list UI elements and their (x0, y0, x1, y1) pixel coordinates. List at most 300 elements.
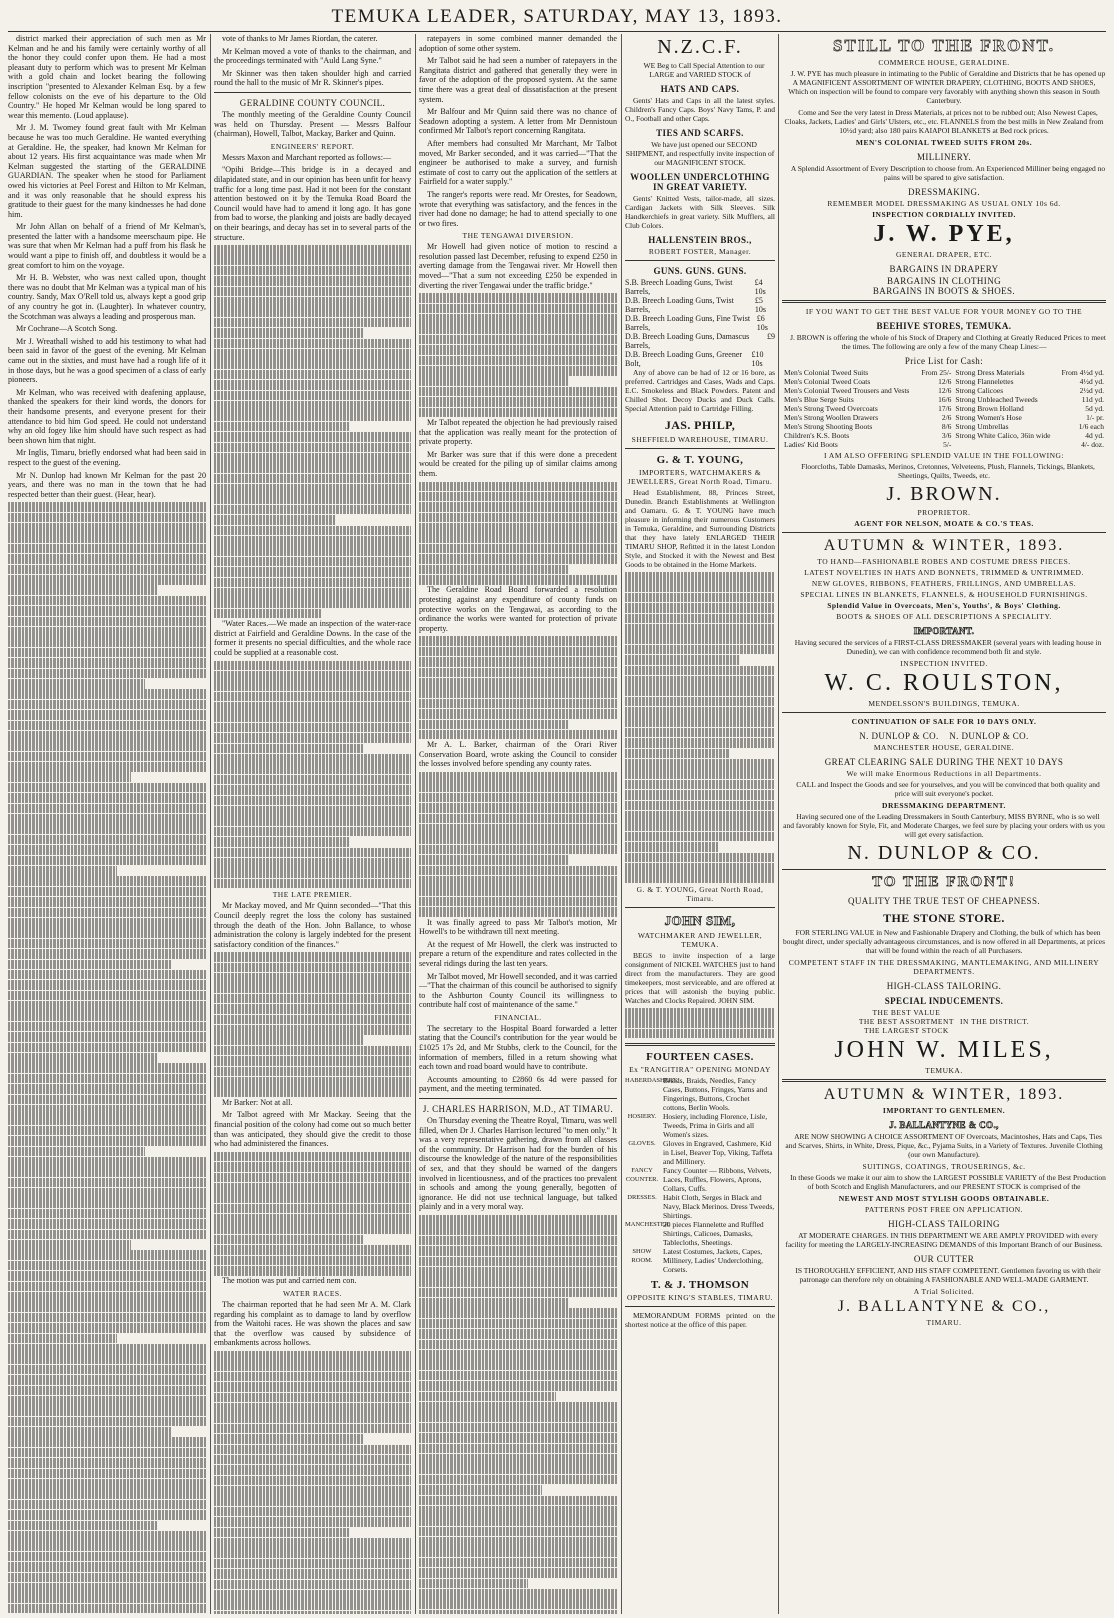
text-line (419, 845, 617, 855)
advert-line: BOOTS & SHOES OF ALL DESCRIPTIONS A SPECIALITY. (836, 612, 1052, 621)
price-value: 2/6 (941, 413, 952, 422)
column-2 (214, 34, 411, 1614)
advert-line: THE BEST VALUE (872, 1008, 941, 1017)
advert-heading: HIGH-CLASS TAILORING (888, 1219, 1000, 1229)
advert-subtitle: MENDELSSON'S BUILDINGS, TEMUKA. (868, 699, 1020, 708)
text-line (419, 293, 617, 303)
text-line (419, 782, 617, 792)
text-filler (214, 1152, 411, 1276)
advert-subtitle: IMPORTERS, WATCHMAKERS & JEWELLERS, Great North Road, Timaru. (627, 468, 773, 486)
text-line (8, 1219, 206, 1229)
text-line (419, 907, 617, 917)
text-line (625, 666, 775, 676)
text-line (8, 1406, 206, 1416)
price-value: 5d yd. (1085, 404, 1104, 413)
text-line (625, 790, 775, 800)
divider (625, 260, 775, 261)
text-line (419, 678, 617, 688)
text-line (214, 1517, 411, 1527)
advert-text: WE Beg to Call Special Attention to our LARGE and VARIED STOCK of (643, 61, 765, 79)
text-line (214, 1266, 411, 1276)
article-paragraph: "Water Races.—We made an inspection of the water-race district at Fairfield and Geraldine Downs. In the case of the former it presents no special difficulties, and the whole race could be supplied at a reasonable cost. (214, 619, 411, 657)
text-line (214, 557, 411, 567)
advert-line: TO HAND—FASHIONABLE ROBES AND COSTUME DRESS PIECES. (817, 557, 1071, 566)
fourteen-cases-section (625, 1039, 775, 1614)
text-line (8, 772, 131, 782)
text-line (214, 1204, 411, 1214)
text-line (8, 741, 206, 751)
text-line (419, 647, 617, 657)
price-item (953, 440, 1057, 449)
article-paragraph: Mr Kelman moved a vote of thanks to the chairman, and the proceedings terminated with "Auld Lang Syne." (214, 46, 411, 66)
text-line (214, 1393, 411, 1403)
text-line (8, 1084, 206, 1094)
text-line (214, 837, 350, 847)
text-line (8, 1095, 206, 1105)
text-line (214, 963, 411, 973)
text-line (8, 949, 206, 959)
text-line (419, 356, 617, 366)
text-line (8, 1011, 206, 1021)
text-line (8, 1022, 206, 1032)
text-line (8, 700, 206, 710)
price-value: 17/6 (938, 404, 952, 413)
text-line (214, 1486, 411, 1496)
advert-line: NEW GLOVES, RIBBONS, FEATHERS, FRILLINGS, AND UMBRELLAS. (811, 579, 1077, 588)
gun-price: £9 (767, 332, 775, 341)
text-line (214, 453, 411, 463)
divider (625, 448, 775, 449)
advert-brand: J. BALLANTYNE & CO., (889, 1120, 999, 1130)
text-line (8, 1074, 206, 1084)
text-line (8, 1167, 206, 1177)
department-item (625, 1193, 775, 1220)
text-line (8, 1261, 206, 1271)
article-paragraph: Mr Mackay moved, and Mr Quinn seconded—"That this Council deeply regret the loss the colony has sustained through the death of the Hon. John Ballance, to whose administration the colony is largely indebted for the present satisfactory condition of the finances." (214, 901, 411, 949)
price-value: 5/- (943, 440, 952, 449)
text-line (214, 1224, 411, 1234)
article-paragraph: The monthly meeting of the Geraldine County Council was held on Thursday. Present — Messrs Balfour (chairman), Howell, Talbot, Mackay, Barker and Quinn. (214, 109, 411, 139)
text-line (214, 339, 411, 349)
text-line (419, 897, 617, 907)
text-line (625, 603, 775, 613)
text-line (8, 1458, 206, 1468)
text-line (214, 401, 411, 411)
text-line (214, 1476, 411, 1486)
advert-heading: HIGH-CLASS TAILORING. (886, 981, 1002, 991)
text-line (214, 1004, 411, 1014)
text-line (214, 1455, 411, 1465)
text-line (419, 345, 617, 355)
text-line (214, 1600, 411, 1610)
divider (782, 532, 1106, 533)
text-line (214, 432, 411, 442)
advert-heading: DRESSMAKING DEPARTMENT. (882, 801, 1006, 810)
text-line (8, 1136, 206, 1146)
price-value: 4d yd. (1085, 431, 1104, 440)
text-line (625, 686, 775, 696)
text-line (419, 492, 617, 502)
department-list (625, 1076, 775, 1274)
advert-heading: GREAT CLEARING SALE DURING THE NEXT 10 DAYS (824, 757, 1064, 767)
text-line (8, 721, 206, 731)
text-line (8, 856, 206, 866)
advert-subtitle: TEMUKA. (925, 1066, 963, 1075)
text-line (8, 980, 206, 990)
text-line (8, 1354, 206, 1364)
article-paragraph: On Thursday evening the Theatre Royal, Timaru, was well filled, when Dr J. Charles Harrison lectured "to men only." It was a very representative gathering, drawn from all classes of the community. Dr Harrison had for the burden of his discourse the knowledge of the nature of the responsibilities of sex, and that they should be warned of the dangers involved in licentiousness, and of the practices too prevalent in schools and among the young generally, begotten of ignorance. He did not use technical language, but talked plainly and in a very moral way. (419, 1116, 617, 1212)
text-line (214, 380, 411, 390)
text-line (214, 443, 411, 453)
text-line (8, 1437, 206, 1447)
text-filler (214, 245, 411, 618)
advert-text: CALL and Inspect the Goods and see for yourselves, and you will be convinced that both quality and price will suit everyone's pocket. (796, 780, 1100, 798)
department-label: DRESSES. (627, 1194, 657, 1201)
text-line (8, 1032, 206, 1042)
text-line (214, 827, 411, 837)
text-line (214, 1580, 411, 1590)
price-item: Men's Colonial Tweed Suits (784, 368, 869, 377)
advert-line: THE LARGEST STOCK (863, 1026, 949, 1035)
text-line (625, 853, 775, 863)
gun-price: £4 10s (754, 278, 766, 296)
text-line (214, 1528, 350, 1538)
advert-text: IS THOROUGHLY EFFICIENT, AND HIS STAFF COMPETENT. Gentlemen favoring us with their patronage can therefore rely on obtaining A FASHIONABLE AND WELL-MADE GARMENT. (795, 1266, 1101, 1284)
advert-line: I AM ALSO OFFERING SPLENDID VALUE IN THE FOLLOWING: (823, 451, 1065, 460)
text-line (214, 671, 411, 681)
text-line (625, 634, 775, 644)
text-line (214, 1569, 411, 1579)
text-line (419, 482, 617, 492)
text-line (214, 526, 411, 536)
price-row (782, 413, 1106, 422)
text-line (214, 1235, 364, 1245)
advert-heading: SPECIAL INDUCEMENTS. (884, 996, 1004, 1006)
price-value: 1/6 each (1078, 422, 1104, 431)
article-paragraph: "Opihi Bridge—This bridge is in a decayed and dilapidated state, and in our opinion has been unfit for heavy traffic for a long time past. Had it not been for the constant attention bestowed on it by the Temuka Road Board the Council would have had to amend it long ago. It has gone from bad to worse, the planking and joists are badly decayed on their bearings, and decay has set in to several parts of the structure. (214, 165, 411, 242)
text-line (214, 297, 411, 307)
text-line (214, 1507, 411, 1517)
text-line (214, 567, 411, 577)
price-row (782, 386, 1106, 395)
text-line (8, 1282, 206, 1292)
text-line (214, 848, 411, 858)
advert-line: Splendid Value in Overcoats, Men's, Youths', & Boys' Clothing. (827, 601, 1061, 610)
advert-subtitle: TIMARU. (926, 1318, 962, 1327)
price-value: 12/6 (938, 386, 952, 395)
advert-brand: J. W. PYE, (873, 221, 1015, 247)
text-line (214, 692, 411, 702)
price-item: Ladies' Kid Boots (784, 440, 838, 449)
price-row (782, 422, 1106, 431)
text-line (214, 1015, 411, 1025)
text-line (214, 1590, 411, 1600)
advert-heading: GUNS. GUNS. GUNS. (653, 266, 747, 276)
text-line (419, 397, 617, 407)
text-line (8, 1157, 206, 1167)
advert-line: INSPECTION INVITED. (900, 659, 988, 668)
text-line (419, 513, 617, 523)
text-filler (419, 293, 617, 417)
text-line (214, 868, 411, 878)
text-line (214, 1465, 411, 1475)
article-paragraph: Mr John Allan on behalf of a friend of Mr Kelman's, presented the latter with a handsome meerschaum pipe. He was sure that when Mr Kelman had a puff from his flask he would want a pipe to finish off, and doubtless it would be a great comfort to him on the voyage. (8, 222, 206, 270)
text-line (625, 582, 775, 592)
text-line (8, 1115, 206, 1125)
advert-heading: BEEHIVE STORES, TEMUKA. (876, 321, 1012, 331)
article-paragraph: Mr Barker was sure that if this were done a precedent would be created for the piling up of similar claims among them. (419, 449, 617, 478)
text-filler (419, 482, 617, 585)
department-label: HABERDASHERY. (625, 1077, 679, 1084)
advert-title: STILL TO THE FRONT. (833, 36, 1055, 55)
advert-line: BARGAINS IN CLOTHING (887, 276, 1001, 286)
advert-line: IF YOU WANT TO GET THE BEST VALUE FOR YOUR MONEY GO TO THE (805, 307, 1083, 316)
sub-heading: ENGINEERS' REPORT. (270, 141, 355, 151)
text-line (8, 1063, 206, 1073)
text-line (8, 669, 206, 679)
text-filler (214, 952, 411, 1097)
text-line (625, 780, 775, 790)
text-line (214, 879, 411, 889)
advert-line: THE BEST ASSORTMENT (858, 1017, 954, 1026)
text-line (625, 655, 739, 665)
text-line (8, 1334, 117, 1344)
text-line (8, 1531, 206, 1541)
price-value: 4½d yd. (1079, 377, 1104, 386)
text-line (419, 387, 617, 397)
advert-brand: W. C. ROULSTON, (824, 670, 1064, 696)
text-line (8, 1510, 206, 1520)
price-item: Children's K.S. Boots (784, 431, 850, 440)
gun-item (625, 296, 775, 314)
text-line (214, 1424, 411, 1434)
text-line (419, 304, 617, 314)
text-line (214, 245, 411, 255)
text-line (214, 370, 411, 380)
article-paragraph: The chairman reported that he had seen Mr A. M. Clark regarding his complaint as to damage to land by overflow from the Waitohi races. He was shown the places and saw that the overflow was caused by subsidence of embankments across hollows. (214, 1300, 411, 1348)
text-line (419, 314, 617, 324)
text-line (214, 983, 411, 993)
text-line (625, 811, 775, 821)
text-line (8, 1271, 206, 1281)
price-value: From 4½d yd. (1061, 368, 1104, 377)
text-line (8, 1583, 206, 1593)
text-line (8, 1469, 206, 1479)
text-line (214, 733, 411, 743)
advert-sign: G. & T. YOUNG, Great North Road, Timaru. (636, 884, 764, 903)
divider (625, 907, 775, 908)
text-line (8, 544, 206, 554)
advert-text: Gents' Knitted Vests, tailor-made, all sizes. Cardigan Jackets with Silk Sleeves. Silk Handkerchiefs in great variety. Silk Mufflers, all Club Colors. (625, 194, 775, 230)
text-line (419, 772, 617, 782)
advert-line: MEN'S COLONIAL TWEED SUITS FROM 20s. (855, 138, 1033, 147)
text-line (8, 575, 206, 585)
text-line (214, 1214, 411, 1224)
text-line (625, 707, 775, 717)
price-row (782, 395, 1106, 404)
price-value: 3/6 (941, 431, 952, 440)
advert-line: PATTERNS POST FREE ON APPLICATION. (864, 1205, 1024, 1214)
department-text: Habit Cloth, Serges in Black and Navy, Black Merinos. Dress Tweeds, Shirtings. (663, 1193, 775, 1220)
text-line (214, 816, 411, 826)
text-line (625, 759, 775, 769)
text-line (8, 1147, 145, 1157)
text-line (214, 255, 411, 265)
divider (782, 300, 1106, 303)
fourteen-cases-advert (421, 1037, 619, 1614)
advert-title: AUTUMN & WINTER, 1893. (823, 1086, 1065, 1103)
text-line (214, 702, 411, 712)
text-line (8, 627, 206, 637)
price-row (782, 377, 1106, 386)
text-line (625, 645, 775, 655)
text-line (214, 1351, 411, 1361)
text-line (625, 842, 718, 852)
text-line (214, 973, 411, 983)
text-line (214, 1152, 411, 1162)
text-line (419, 814, 617, 824)
text-line (214, 1173, 411, 1183)
article-paragraph: vote of thanks to Mr James Riordan, the caterer. (222, 34, 378, 43)
advert-line: COMPETENT STAFF IN THE DRESSMAKING, MANTLEMAKING, AND MILLINERY DEPARTMENTS. (788, 958, 1100, 976)
text-line (625, 697, 775, 707)
text-line (625, 614, 775, 624)
text-line (8, 1500, 206, 1510)
text-line (8, 1552, 206, 1562)
text-line (214, 1372, 411, 1382)
text-line (214, 806, 411, 816)
department-label: HOSIERY. (627, 1113, 657, 1120)
text-line (214, 494, 411, 504)
article-paragraph: The secretary to the Hospital Board forwarded a letter stating that the Council's contribution for the year would be £1025 17s 2d, and Mr Stubbs, clerk to the Council, for the information of members, filled in a return showing what each town and road board would have to contribute. (419, 1023, 617, 1072)
text-line (625, 676, 775, 686)
article-paragraph: Mr J. Wreathall wished to add his testimony to what had been said in favor of the guest of the evening. Mr Kelman came out in the sixties, and must have had a rough life of it in those days, but he was a good specimen of a class of early pioneers. (8, 336, 206, 385)
text-line (419, 408, 617, 418)
text-line (8, 710, 206, 720)
text-line (419, 376, 569, 386)
text-line (214, 349, 411, 359)
price-value: 1/- pr. (1086, 413, 1104, 422)
masthead: TEMUKA LEADER, SATURDAY, MAY 13, 1893. (8, 4, 1106, 32)
advert-line: AGENT FOR NELSON, MOATE & CO.'S TEAS. (854, 519, 1034, 528)
article-paragraph: Accounts amounting to £2860 6s 4d were passed for payment, and the meeting terminated. (419, 1074, 617, 1094)
text-line (8, 648, 206, 658)
text-line (625, 1029, 775, 1039)
article-paragraph: Mr N. Dunlop had known Mr Kelman for the past 20 years, and there was no man in the town that he had respected better than their guest. (Hear, hear). (8, 470, 206, 499)
advert-text: J. BROWN is offering the whole of his Stock of Drapery and Clothing at Greatly Reduced Prices to meet the times. The following are only a few of the many Cheap Lines:— (790, 333, 1106, 351)
text-line (8, 596, 206, 606)
article-paragraph: district marked their appreciation of such men as Mr Kelman and he and his family were certainly worthy of all the honor they could confer upon them. He had a most pleasant duty to perform which was to present Mr Kelman with a gold chain and locket bearing the following inscription "presented to Alexander Kelman Esq. by a few fellow colonists on the eve of his departure to the Old Country." He hoped Mr Kelman would be long spared to wear this memento. (Loud applause). (8, 34, 206, 120)
text-line (214, 1056, 411, 1066)
text-line (625, 717, 775, 727)
text-line (419, 688, 617, 698)
text-line (8, 762, 206, 772)
text-line (214, 505, 411, 515)
text-line (214, 391, 411, 401)
text-line (214, 515, 336, 525)
article-paragraph: At the request of Mr Howell, the clerk was instructed to prepare a return of the expenditure and rates collected in the several ridings during the last ten years. (419, 939, 617, 968)
text-filler (8, 502, 206, 1614)
advert-line: LATEST NOVELTIES IN HATS AND BONNETS, TRIMMED & UNTRIMMED. (804, 568, 1084, 577)
text-line (8, 689, 206, 699)
columns (8, 34, 1106, 1614)
text-line (8, 897, 206, 907)
text-line (8, 606, 206, 616)
text-line (419, 730, 617, 740)
text-line (8, 928, 206, 938)
advert-text: AT MODERATE CHARGES. IN THIS DEPARTMENT WE ARE AMPLY PROVIDED with every facility for meeting the LARGELY-INCREASING DEMANDS of this Important Branch of our Business. (785, 1231, 1103, 1249)
text-filler (419, 636, 617, 739)
price-item: Strong Women's Hose (955, 413, 1022, 422)
text-line (8, 1105, 206, 1115)
text-line (625, 593, 775, 603)
article-paragraph: Mr Kelman, who was received with deafening applause, thanked the speakers for their kind words, the donors for their handsome presents, and everyone present for their attendance to bid him God speed. He could not understand why an old fogey like him should have such respect as had been shown him that night. (8, 387, 206, 445)
price-value: From 25/- (921, 368, 952, 377)
gun-name: D.B. Breech Loading Guns, Greener Bolt, (625, 350, 743, 368)
text-line (8, 1043, 206, 1053)
advert-brand: JAS. PHILP, (664, 418, 736, 432)
text-line (214, 1434, 364, 1444)
article-paragraph: After members had consulted Mr Marchant, Mr Talbot moved, Mr Barker seconded, and it was carried—"That the engineer be authorised to make a survey, and furnish estimate of cost to carry out the application of the settlers at Fairfield for a water supply." (419, 138, 617, 187)
price-item: Men's Strong Woollen Drawers (784, 413, 879, 422)
price-value: 8/6 (941, 422, 952, 431)
advert-brand: JOHN SIM, (664, 912, 736, 928)
text-line (625, 801, 775, 811)
price-item: Strong Umbrellas (955, 422, 1009, 431)
price-row (782, 431, 1106, 440)
department-text: Fancy Counter — Ribbons, Velvets, Laces, Ruffles, Flowers, Aprons, Collars, Cuffs. (663, 1166, 772, 1193)
text-line (8, 1479, 206, 1489)
text-line (625, 572, 775, 582)
advert-heading: Price List for Cash: (904, 356, 984, 366)
advert-line: SPECIAL LINES IN BLANKETS, FLANNELS, & HOUSEHOLD FURNISHINGS. (800, 590, 1088, 599)
advert-text: Having secured one of the Leading Dressmakers in South Canterbury, MISS BYRNE, who is so well and favorably known for Style, Fit, and Moderate Charges, we feel sure by placing your orders with us you will get every satisfaction. (783, 812, 1105, 839)
text-line (8, 887, 206, 897)
advert-line: BARGAINS IN BOOTS & SHOES. (872, 286, 1016, 296)
column-rule (778, 34, 779, 1614)
text-line (419, 720, 569, 730)
advert-text: FOR STERLING VALUE in New and Fashionable Drapery and Clothing, the bulk of which has been bought direct, under specially advantageous circumstances, and is now offered in all Departments, at prices that will be found within the reach of all Purchasers. (782, 928, 1106, 955)
text-line (8, 1573, 206, 1583)
text-line (419, 324, 617, 334)
text-line (625, 821, 775, 831)
text-line (8, 1375, 206, 1385)
text-line (419, 502, 617, 512)
advert-text: Having secured the services of a FIRST-CLASS DRESSMAKER (several years with leading house in Dunedin), we can with confidence recommend both fit and style. (794, 638, 1102, 656)
text-line (8, 585, 158, 595)
text-line (214, 1445, 411, 1455)
text-line (214, 463, 411, 473)
text-line (8, 1489, 206, 1499)
text-line (8, 1448, 206, 1458)
text-line (419, 699, 617, 709)
text-line (214, 1162, 411, 1172)
department-item (625, 1166, 775, 1193)
department-text: 20 pieces Flannelette and Ruffled Shirtings, Calicoes, Damasks, Tablecloths, Sheetings. (663, 1220, 764, 1247)
divider (782, 869, 1106, 870)
advert-text: In these Goods we make it our aim to show the LARGEST POSSIBLE VARIETY of the Best Production of both Scotch and English Manufacturers, and our PRESENT STOCK is comprised of the (790, 1173, 1106, 1191)
advert-line: N. DUNLOP & CO. N. DUNLOP & CO. (859, 731, 1029, 741)
advert-subtitle: COMMERCE HOUSE, GERALDINE. (878, 58, 1010, 67)
text-line (625, 769, 775, 779)
text-line (625, 728, 775, 738)
text-line (214, 1183, 411, 1193)
text-line (214, 858, 411, 868)
text-line (8, 918, 206, 928)
price-item: Strong Brown Holland (955, 404, 1024, 413)
advert-subtitle: WATCHMAKER AND JEWELLER, TEMUKA. (637, 930, 763, 949)
text-line (214, 318, 411, 328)
